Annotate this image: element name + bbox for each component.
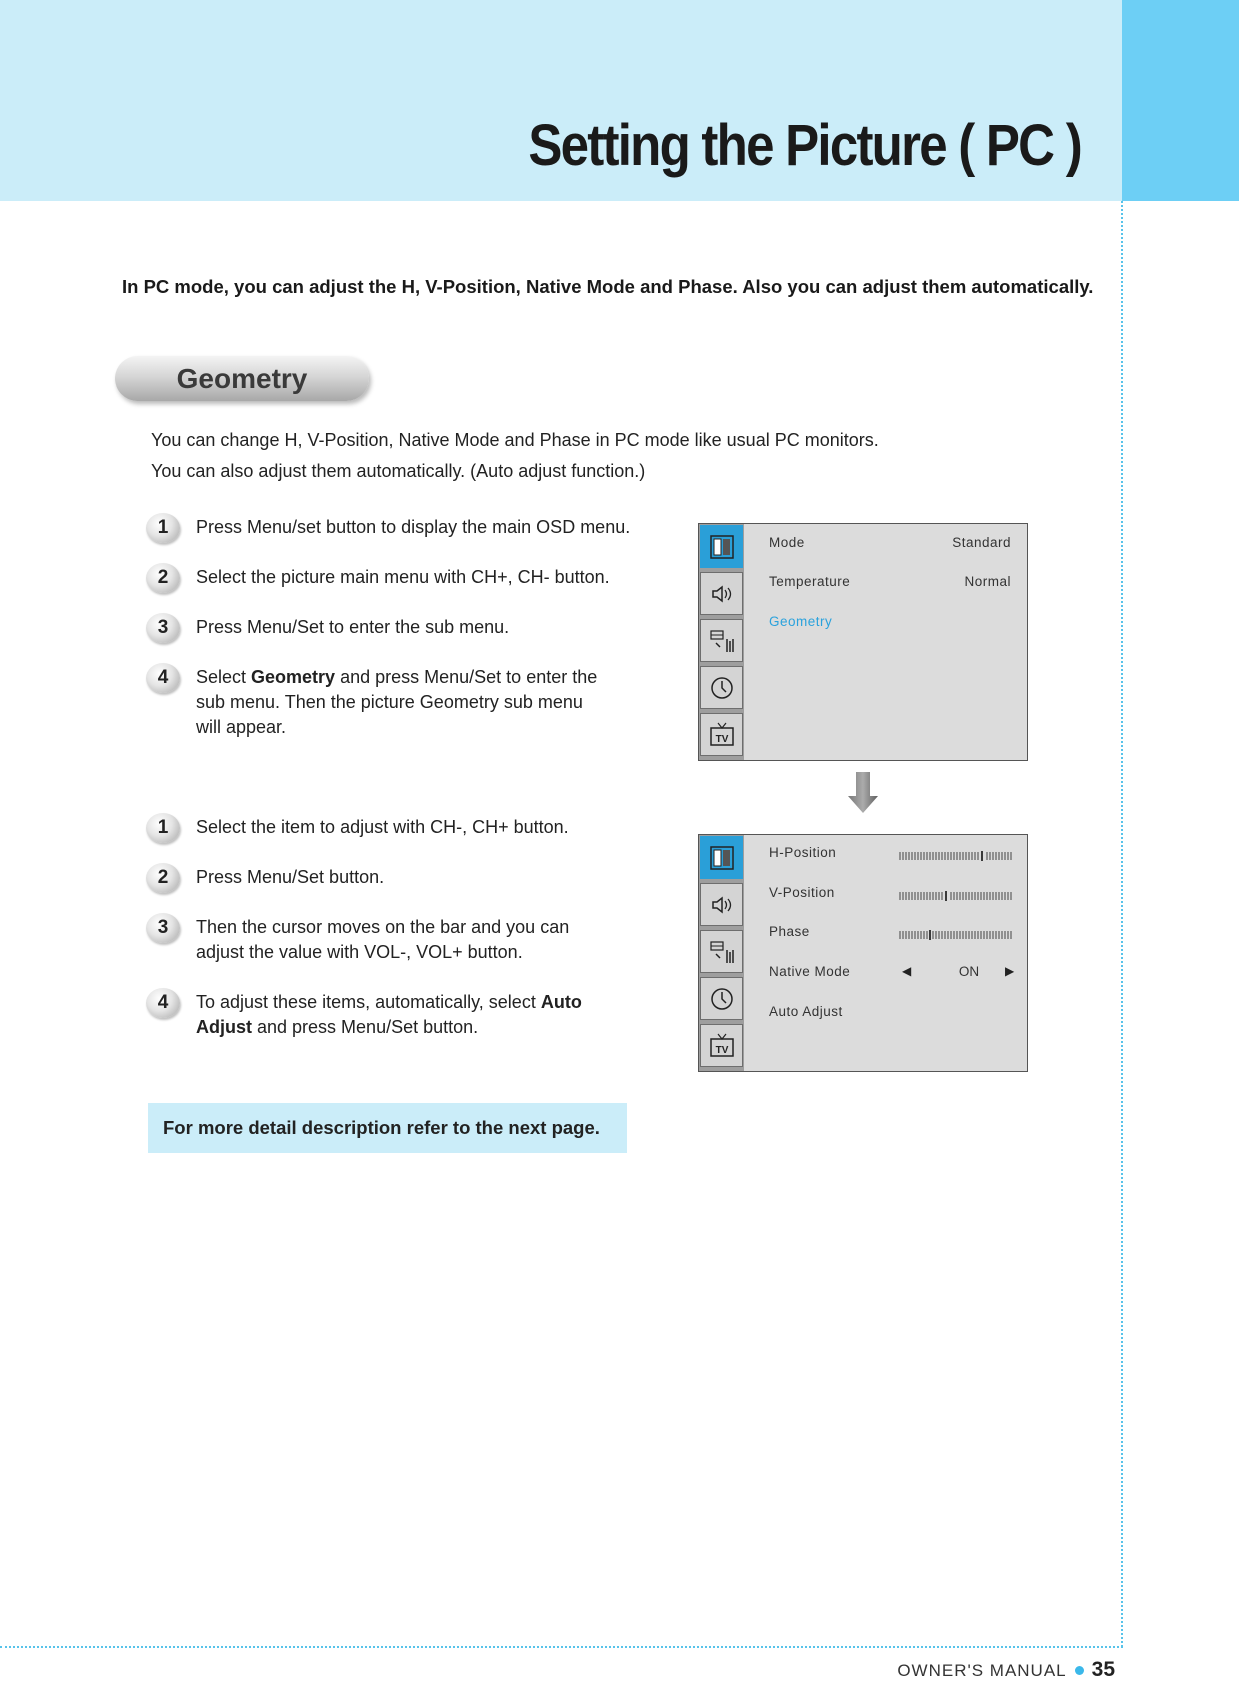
sound-icon[interactable] — [700, 572, 743, 615]
h-position-slider[interactable] — [899, 851, 1013, 861]
step-number: 4 — [146, 663, 180, 693]
step-text: Press Menu/set button to display the main OSD menu. — [196, 517, 631, 537]
setup-icon[interactable] — [700, 930, 743, 973]
native-mode-value: ON — [958, 964, 980, 979]
timer-icon[interactable] — [700, 666, 743, 709]
intro-text: In PC mode, you can adjust the H, V-Position, Native Mode and Phase. Also you can adjust them automatically. — [122, 276, 1094, 297]
svg-text:TV: TV — [715, 733, 728, 745]
osd-item-phase[interactable]: Phase — [769, 924, 810, 939]
osd-item-temperature[interactable]: Temperature — [769, 574, 851, 589]
header-tab — [1122, 0, 1239, 201]
step-text: Then the cursor moves on the bar and you can adjust the value with VOL-, VOL+ button. — [196, 917, 570, 962]
step-number: 4 — [146, 988, 180, 1018]
tv-icon[interactable] — [700, 713, 743, 756]
step-text: Press Menu/Set to enter the sub menu. — [196, 617, 510, 637]
step-number: 3 — [146, 913, 180, 943]
osd-item-v-position[interactable]: V-Position — [769, 885, 835, 900]
bold-term: Auto Adjust — [196, 992, 582, 1037]
osd-item-geometry[interactable]: Geometry — [769, 614, 833, 629]
step-text: Select the item to adjust with CH-, CH+ button. — [196, 817, 569, 837]
step-number: 2 — [146, 863, 180, 893]
bullet-dot-icon — [1075, 1666, 1084, 1675]
section-badge-label: Geometry — [176, 362, 308, 394]
osd-sidebar — [699, 835, 744, 1071]
page-border-horizontal — [0, 1646, 1123, 1648]
footer-label: OWNER'S MANUAL — [897, 1661, 1067, 1680]
step-text: Select the picture main menu with CH+, CH- button. — [196, 567, 610, 587]
arrow-left-icon[interactable]: ◀ — [902, 964, 912, 978]
step-number: 1 — [146, 513, 180, 543]
osd-value-temperature: Normal — [964, 574, 1011, 589]
phase-slider[interactable] — [899, 930, 1013, 940]
step-text: Press Menu/Set button. — [196, 867, 385, 887]
osd-value-mode: Standard — [952, 535, 1011, 550]
picture-icon[interactable] — [700, 525, 743, 568]
page-number: 35 — [1091, 1658, 1115, 1681]
osd-picture-menu — [698, 523, 1028, 761]
step-number: 1 — [146, 813, 180, 843]
arrow-down-icon — [848, 772, 878, 814]
note-box — [148, 1103, 627, 1153]
osd-item-h-position[interactable]: H-Position — [769, 845, 837, 860]
section-description-2: You can also adjust them automatically. (Auto adjust function.) — [151, 461, 646, 481]
section-description-1: You can change H, V-Position, Native Mode and Phase in PC mode like usual PC monitors. — [151, 430, 879, 450]
step-number: 2 — [146, 563, 180, 593]
tv-icon[interactable] — [700, 1024, 743, 1067]
svg-text:TV: TV — [715, 1044, 728, 1056]
v-position-slider[interactable] — [899, 891, 1013, 901]
step-text: Select Geometry and press Menu/Set to enter the sub menu. Then the picture Geometry sub menu will appear. — [196, 667, 598, 737]
osd-geometry-menu — [698, 834, 1028, 1072]
osd-item-native-mode[interactable]: Native Mode — [769, 964, 851, 979]
timer-icon[interactable] — [700, 977, 743, 1020]
step-text: To adjust these items, automatically, select Auto Adjust and press Menu/Set button. — [196, 992, 582, 1037]
osd-item-auto-adjust[interactable]: Auto Adjust — [769, 1004, 843, 1019]
page-title: Setting the Picture ( PC ) — [528, 113, 1081, 178]
setup-icon[interactable] — [700, 619, 743, 662]
bold-term: Geometry — [251, 667, 336, 687]
note-text: For more detail description refer to the next page. — [163, 1117, 600, 1138]
footer — [897, 1658, 1115, 1682]
picture-icon[interactable] — [700, 836, 743, 879]
section-badge — [115, 356, 369, 401]
osd-item-mode[interactable]: Mode — [769, 535, 805, 550]
page-border-vertical — [1121, 201, 1123, 1647]
osd-sidebar — [699, 524, 744, 760]
arrow-right-icon[interactable]: ▶ — [1005, 964, 1015, 978]
step-number: 3 — [146, 613, 180, 643]
sound-icon[interactable] — [700, 883, 743, 926]
